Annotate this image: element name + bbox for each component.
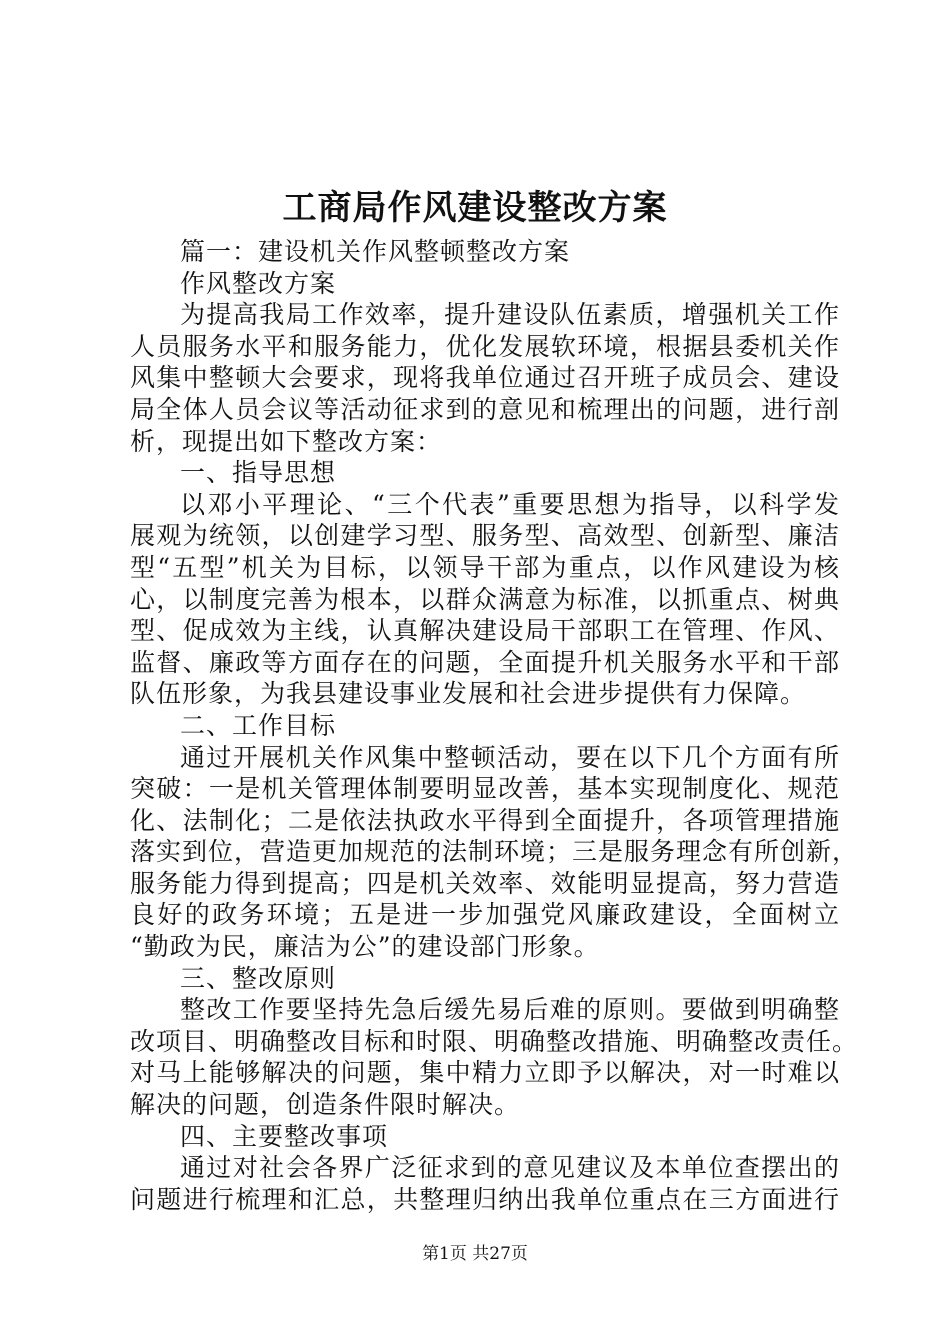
body-line: 良好的政务环境；五是进一步加强党风廉政建设，全面树立 xyxy=(130,900,840,930)
body-line: 篇一：建设机关作风整顿整改方案 xyxy=(180,237,571,266)
body-line: 作风整改方案 xyxy=(180,268,337,298)
document-body xyxy=(130,236,859,1215)
body-line: 析，现提出如下整改方案： xyxy=(130,426,443,456)
body-line: 型“五型”机关为目标，以领导干部为重点，以作风建设为核 xyxy=(130,552,840,582)
document-title: 工商局作风建设整改方案 xyxy=(282,188,668,228)
body-line: 人员服务水平和服务能力，优化发展软环境，根据县委机关作 xyxy=(130,331,840,361)
body-line: 对马上能够解决的问题，集中精力立即予以解决，对一时难以 xyxy=(130,1058,840,1088)
body-line: 心，以制度完善为根本，以群众满意为标准，以抓重点、树典 xyxy=(130,584,840,614)
body-line: 通过对社会各界广泛征求到的意见建议及本单位查摆出的 xyxy=(180,1153,840,1183)
body-line: 局全体人员会议等活动征求到的意见和梳理出的问题，进行剖 xyxy=(130,394,840,424)
body-line: 以邓小平理论、“三个代表”重要思想为指导，以科学发 xyxy=(180,489,840,519)
body-line: 三、整改原则 xyxy=(180,963,337,993)
body-line: 四、主要整改事项 xyxy=(180,1121,389,1151)
body-line: 型、促成效为主线，认真解决建设局干部职工在管理、作风、 xyxy=(130,616,840,646)
body-line: 二、工作目标 xyxy=(180,710,337,740)
body-line: 解决的问题，创造条件限时解决。 xyxy=(130,1090,521,1120)
page-footer: 第1页 共27页 xyxy=(422,1244,528,1264)
body-line: 问题进行梳理和汇总，共整理归纳出我单位重点在三方面进行 xyxy=(130,1184,840,1214)
body-line: 改项目、明确整改目标和时限、明确整改措施、明确整改责任。 xyxy=(130,1026,859,1056)
body-line: 监督、廉政等方面存在的问题，全面提升机关服务水平和干部 xyxy=(130,647,840,677)
body-line: 整改工作要坚持先急后缓先易后难的原则。要做到明确整 xyxy=(180,995,840,1025)
body-line: 风集中整顿大会要求，现将我单位通过召开班子成员会、建设 xyxy=(130,363,840,393)
body-line: 一、指导思想 xyxy=(180,458,337,488)
body-line: 服务能力得到提高；四是机关效率、效能明显提高，努力营造 xyxy=(130,868,840,898)
body-line: 为提高我局工作效率，提升建设队伍素质，增强机关工作 xyxy=(180,300,840,330)
body-line: 突破：一是机关管理体制要明显改善，基本实现制度化、规范 xyxy=(130,774,840,804)
body-line: “勤政为民，廉洁为公”的建设部门形象。 xyxy=(130,932,600,962)
body-line: 化、法制化；二是依法执政水平得到全面提升，各项管理措施 xyxy=(130,805,840,835)
body-line: 落实到位，营造更加规范的法制环境；三是服务理念有所创新， xyxy=(130,837,859,867)
body-line: 队伍形象，为我县建设事业发展和社会进步提供有力保障。 xyxy=(130,679,807,709)
body-line: 通过开展机关作风集中整顿活动，要在以下几个方面有所 xyxy=(180,742,840,772)
body-line: 展观为统领，以创建学习型、服务型、高效型、创新型、廉洁 xyxy=(130,521,840,551)
